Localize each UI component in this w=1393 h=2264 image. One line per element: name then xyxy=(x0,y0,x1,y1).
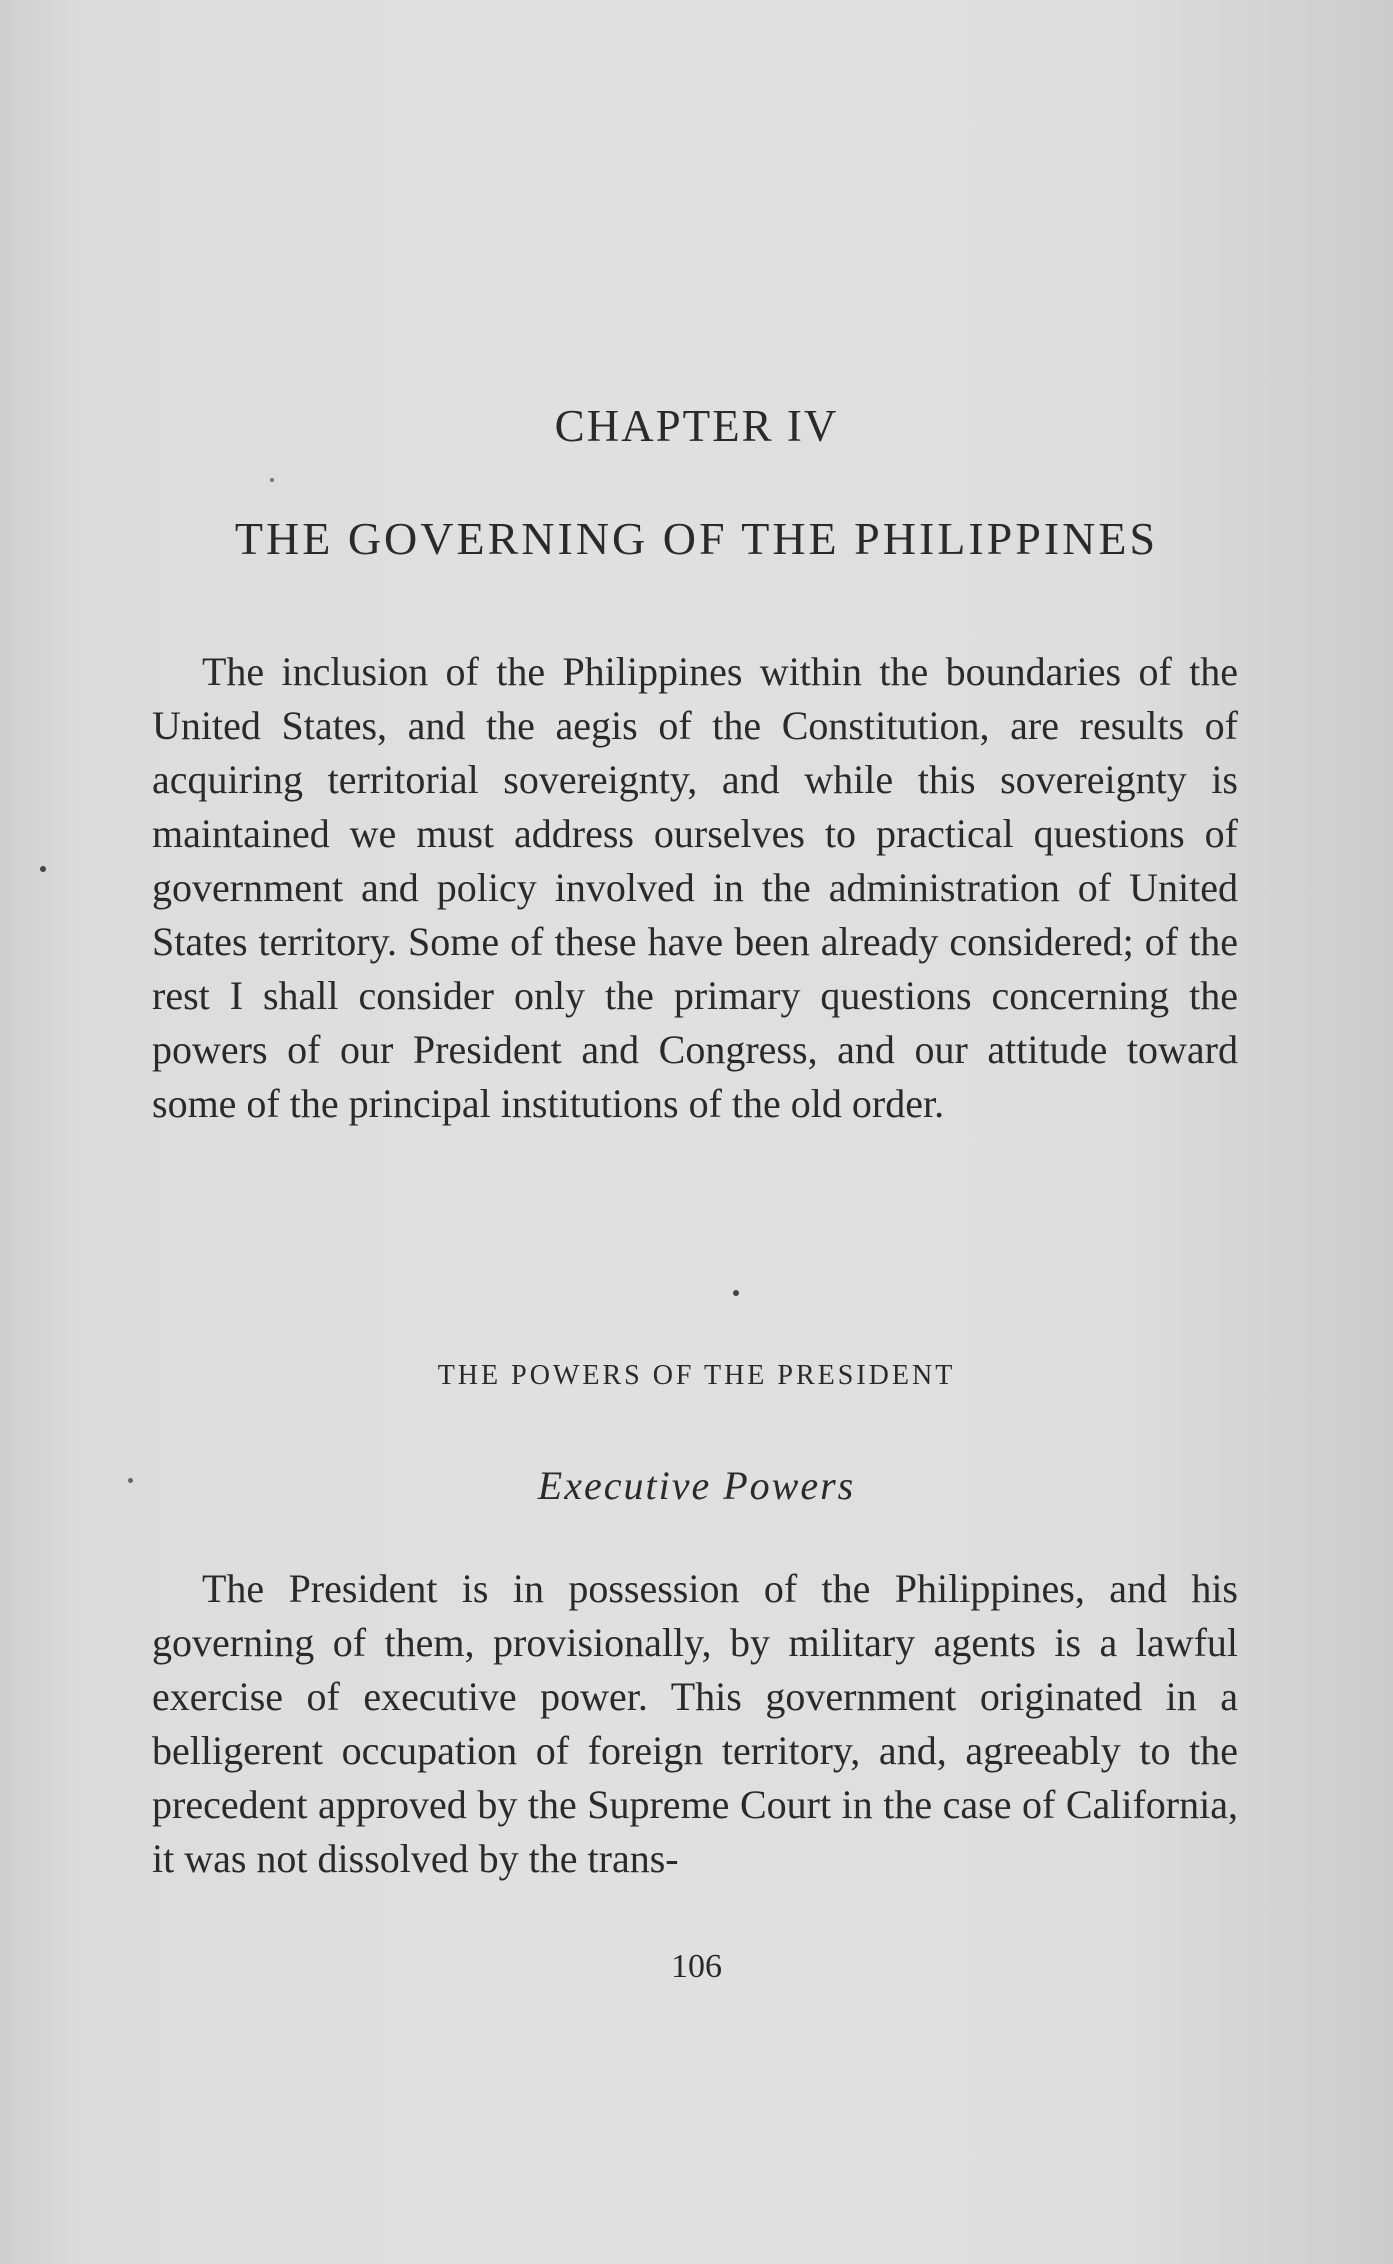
paper-speck xyxy=(270,478,274,482)
chapter-number: CHAPTER IV xyxy=(554,401,839,451)
subsection-heading: Executive Powers xyxy=(537,1463,856,1508)
page-number: 106 xyxy=(671,1948,722,1985)
paper-speck xyxy=(128,1478,133,1483)
executive-paragraph: The President is in possession of the Philippines, and his governing of them, provisionally, by military agents is a lawful exercise of executive power. This government originated in a belligerent occupation of foreign territory, and, agreeably to the precedent approved by the Supreme Court in the case of California, it was not dissolved by the trans- xyxy=(152,1566,1238,1881)
paper-speck xyxy=(40,866,46,872)
section-heading: THE POWERS OF THE PRESIDENT xyxy=(437,1360,956,1391)
paper-speck xyxy=(733,1290,739,1296)
chapter-title: THE GOVERNING OF THE PHILIPPINES xyxy=(234,513,1159,564)
intro-paragraph: The inclusion of the Philippines within the boundaries of the United States, and the aegis of the Constitution, are results of acquiring territorial sovereignty, and while this sovereignty is maintained we must address ourselves to practical questions of government and policy involved in the administration of United States territory. Some of these have been already considered; of the rest I shall consider only the primary questions concerning the powers of our President and Congress, and our attitude toward some of the principal institutions of the old order. xyxy=(152,649,1238,1126)
